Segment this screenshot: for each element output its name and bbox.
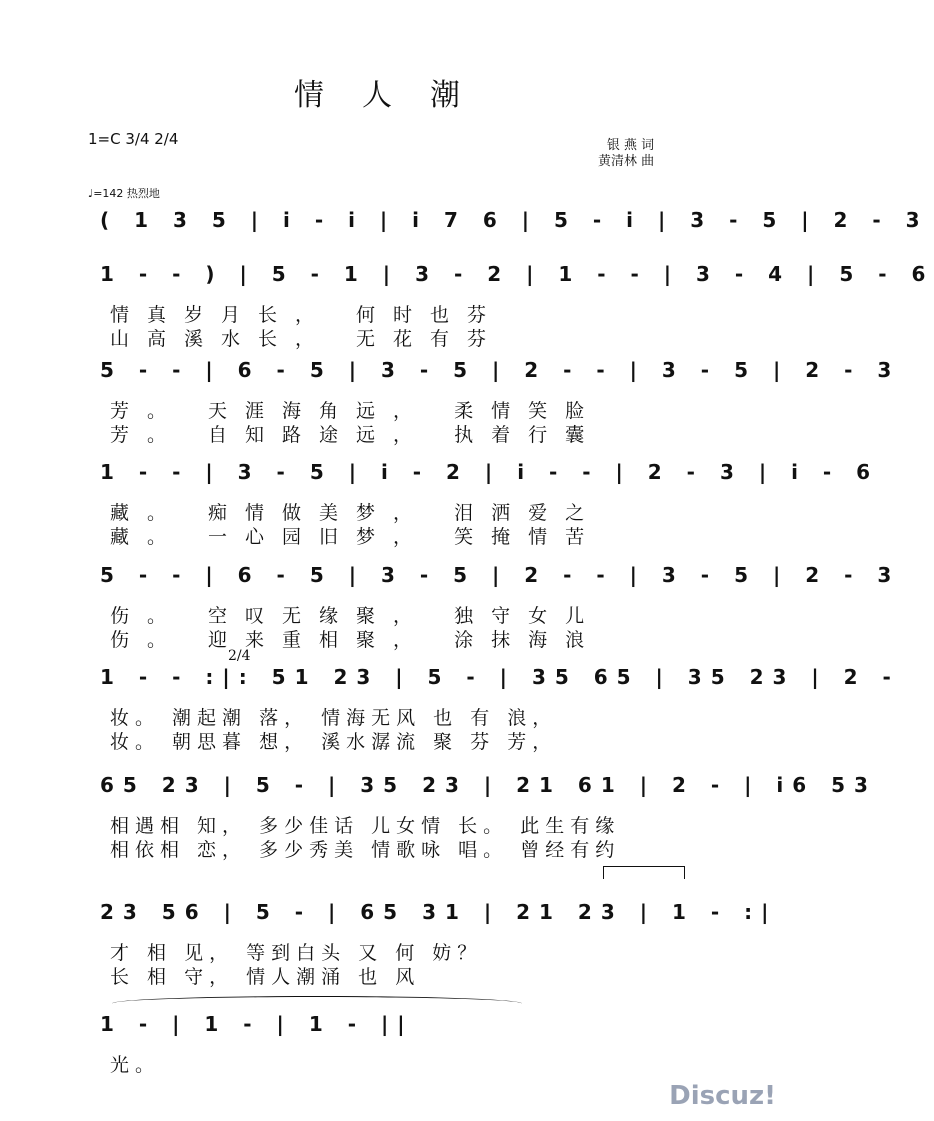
notation-line: 23 56 | 5 - | 65 31 | 21 23 | 1 - :| <box>100 900 778 924</box>
lyric-verse-2: 芳。 自知路途远， 执着行囊 <box>110 424 603 446</box>
lyric-verse-1: 伤。 空叹无缘聚， 独守女儿 <box>110 605 603 627</box>
credits <box>598 138 654 170</box>
lyric-verse-2: 相依相 恋， 多少秀美 情歌咏 唱。 曾经有约 <box>110 839 621 861</box>
notation-line: 1 - - :|: 51 23 | 5 - | 35 65 | 35 23 | 2 - <box>100 665 900 689</box>
notation-line: 65 23 | 5 - | 35 23 | 21 61 | 2 - | i6 53 <box>100 773 877 797</box>
lyric-verse-2: 妆。 朝思暮 想， 溪水潺流 聚 芬 芳， <box>110 731 558 753</box>
time-signature-change: 2/4 <box>228 648 251 664</box>
score-system <box>0 460 880 560</box>
lyric-verse-1: 相遇相 知， 多少佳话 儿女情 长。 此生有缘 <box>110 815 621 837</box>
score-system <box>0 563 901 663</box>
lyric-verse-1: 藏。 痴情做美梦， 泪洒爱之 <box>110 502 603 524</box>
lyricist: 银 燕 词 <box>606 138 655 153</box>
notation-line: 5 - - | 6 - 5 | 3 - 5 | 2 - - | 3 - 5 | 2 - 3 <box>100 563 901 587</box>
score-system <box>0 900 792 1000</box>
lyric-verse-2: 藏。 一心园旧梦， 笑掩情苦 <box>110 526 603 548</box>
watermark: Discuz! <box>669 1081 776 1111</box>
notation-line: 1 - - | 3 - 5 | i - 2 | i - - | 2 - 3 | i - 6 <box>100 460 880 484</box>
tie-arc <box>112 996 522 1011</box>
key-signature: 1=C 3/4 2/4 <box>88 130 179 148</box>
score-system <box>0 358 901 458</box>
score-system <box>0 665 900 765</box>
lyric-verse-1: 才 相 见， 等到白头 又 何 妨？ <box>110 942 483 964</box>
lyric-verse-1: 芳。 天涯海角远， 柔情笑脸 <box>110 400 603 422</box>
notation-line: ( 1 3 5 | i - i | i 7 6 | 5 - i | 3 - 5 | 2 - 3 <box>100 208 929 232</box>
lyric-verse-2: 长 相 守， 情人潮涌 也 风 <box>110 966 421 988</box>
score-system <box>0 262 934 362</box>
notation-line: 1 - - ) | 5 - 1 | 3 - 2 | 1 - - | 3 - 4 | 5 - 6 <box>100 262 934 286</box>
lyric-verse-1: 光。 <box>110 1054 161 1076</box>
lyric-verse-1: 情真岁月长， 何时也芬 <box>110 304 505 326</box>
score-system <box>0 773 877 873</box>
lyric-verse-2: 山高溪水长， 无花有芬 <box>110 328 505 350</box>
volta-bracket <box>603 866 685 879</box>
lyric-verse-1: 妆。 潮起潮 落， 情海无风 也 有 浪， <box>110 707 558 729</box>
tempo-marking: ♩=142 热烈地 <box>88 187 160 200</box>
page-title: 情人潮 <box>294 78 498 113</box>
composer: 黄清林 曲 <box>598 154 655 169</box>
notation-line: 5 - - | 6 - 5 | 3 - 5 | 2 - - | 3 - 5 | 2 - 3 <box>100 358 901 382</box>
lyric-verse-2: 伤。 迎来重相聚， 涂抹海浪 <box>110 629 603 651</box>
notation-line: 1 - | 1 - | 1 - || <box>100 1012 414 1036</box>
